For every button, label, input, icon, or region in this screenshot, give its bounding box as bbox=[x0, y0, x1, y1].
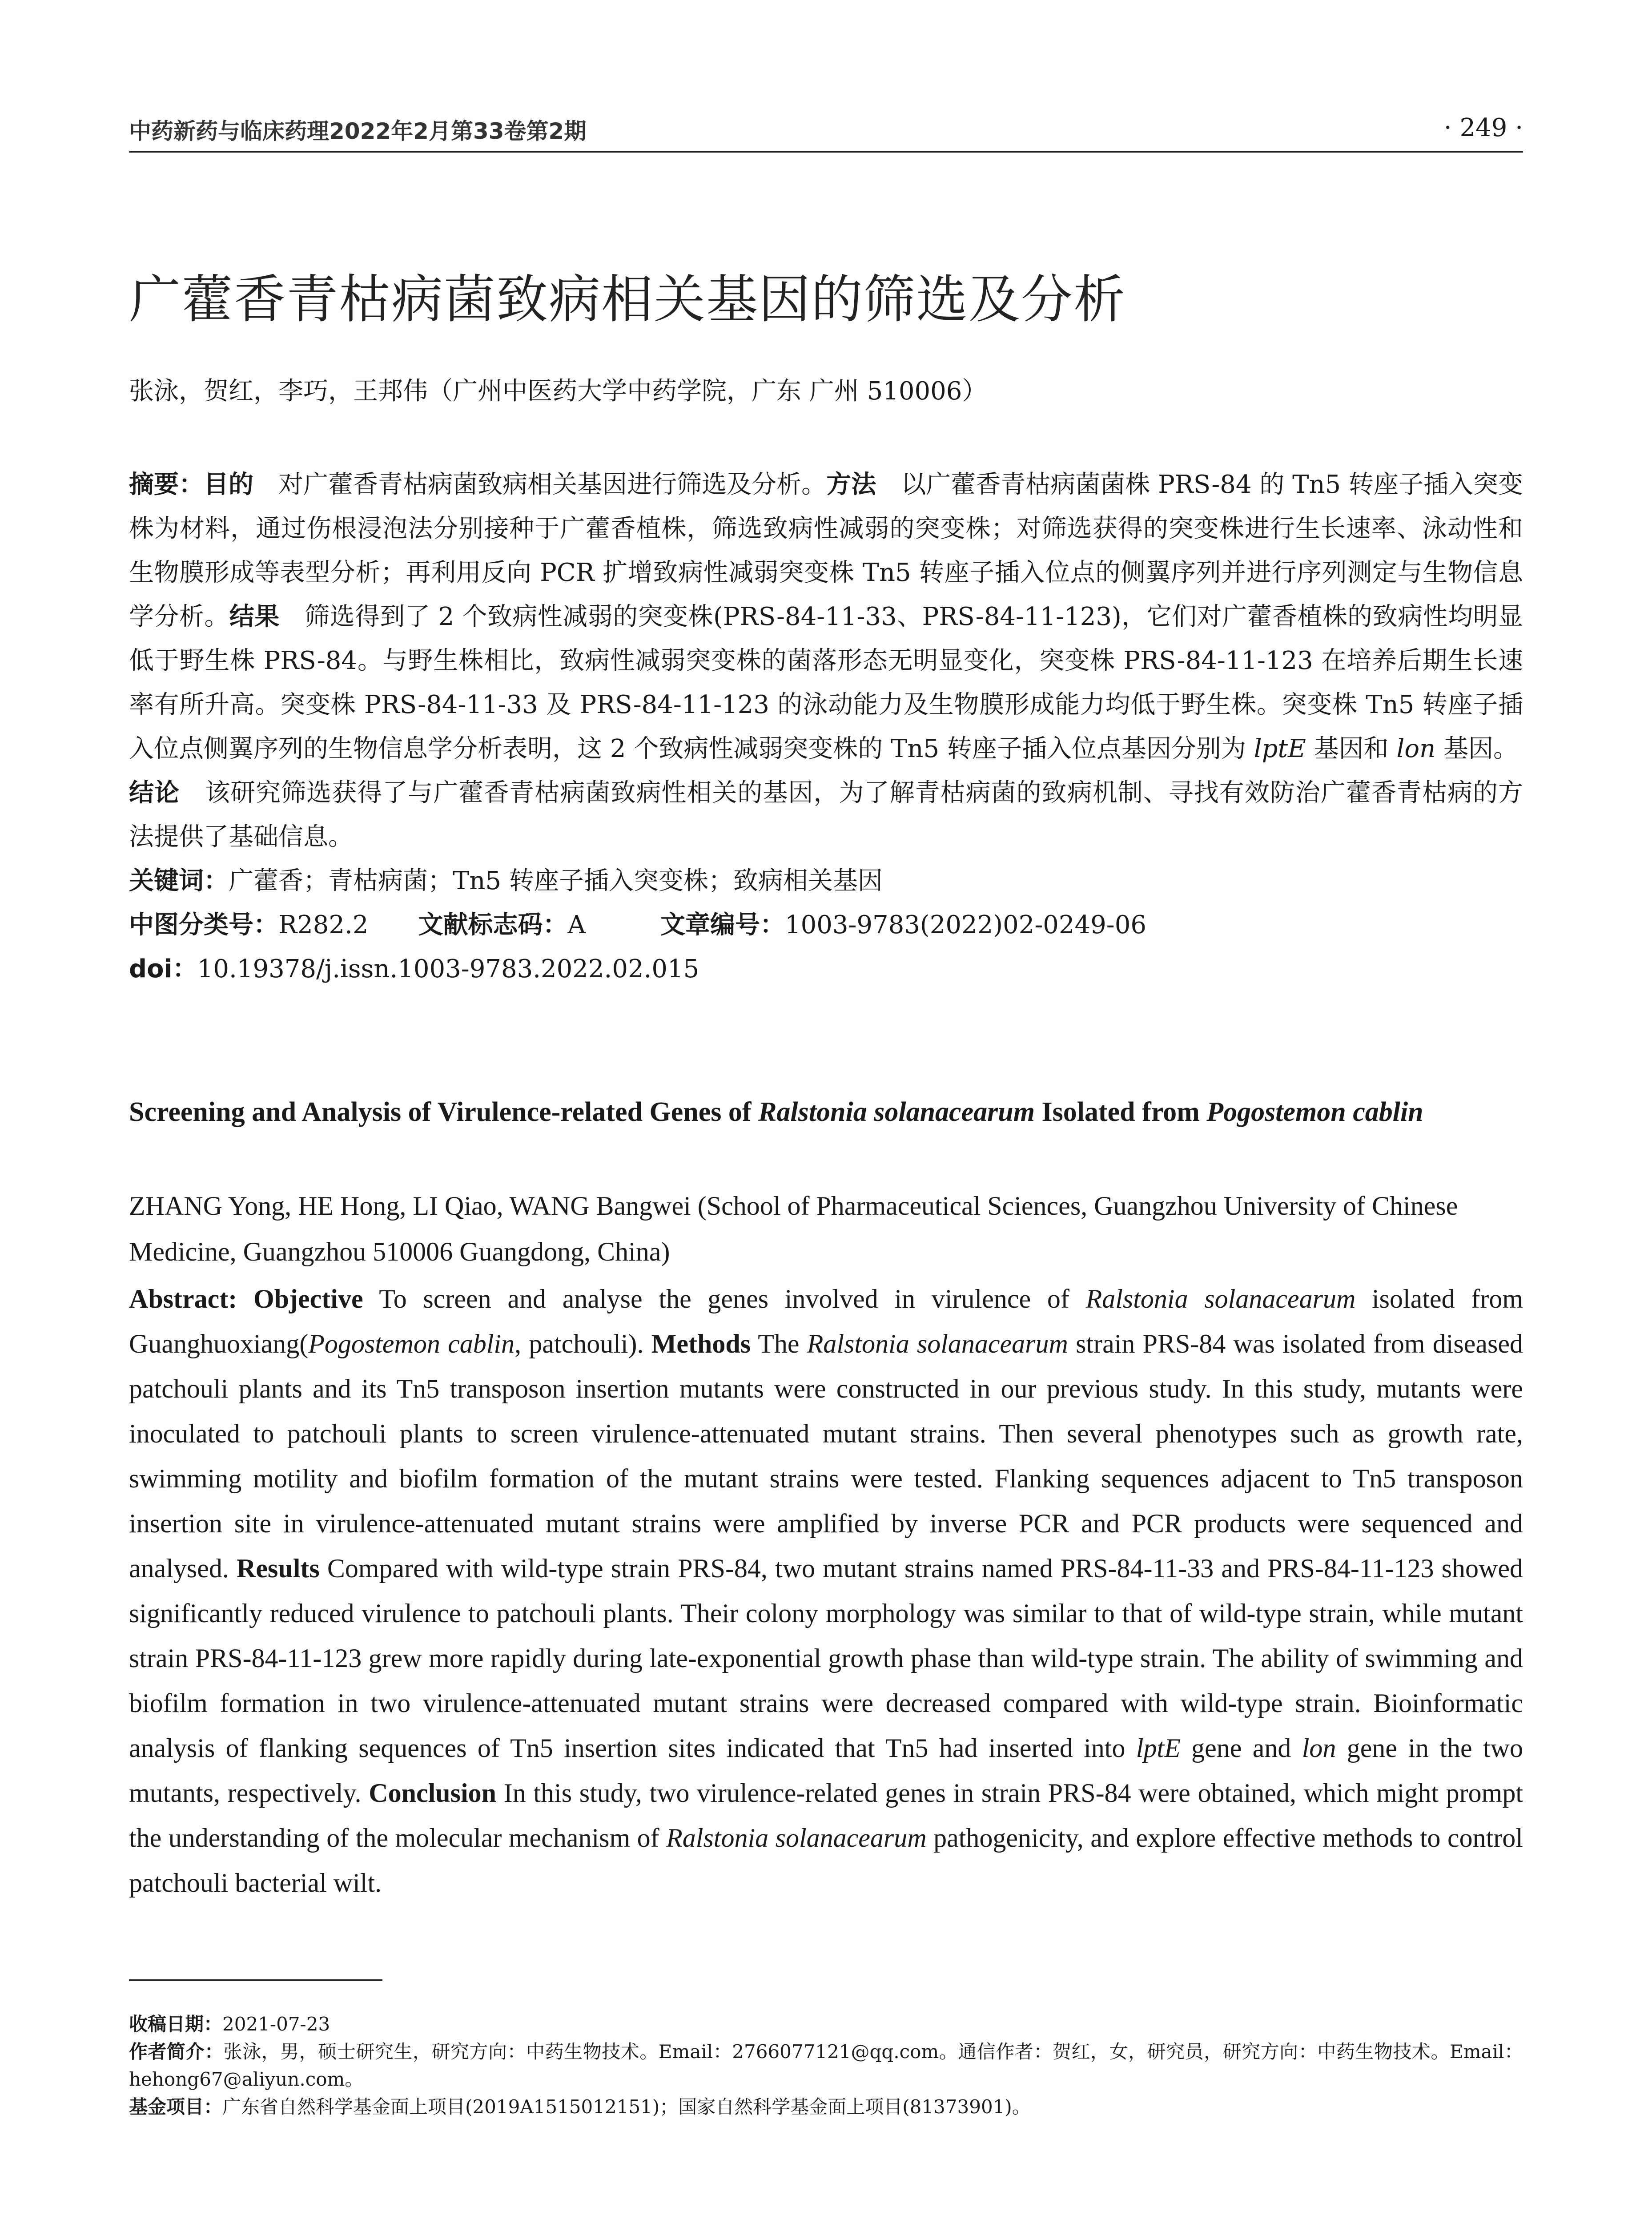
en-methods-label: Methods bbox=[651, 1329, 751, 1358]
received-date: 2021-07-23 bbox=[222, 2013, 330, 2035]
en-conclusion-text-2: pathogenicity, and explore effective methods to control patchouli bacterial wilt. bbox=[129, 1823, 1523, 1898]
en-results-text-2: gene and bbox=[1180, 1733, 1302, 1763]
en-objective-text: To screen and analyse the genes involved in virulence of bbox=[363, 1284, 1086, 1313]
received-label: 收稿日期： bbox=[129, 2013, 223, 2035]
fund-text: 广东省自然科学基金面上项目(2019A1515012151)；国家自然科学基金面上项目(81373901)。 bbox=[222, 2096, 1031, 2118]
english-authors: ZHANG Yong, HE Hong, LI Qiao, WANG Bangwei (School of Pharmaceutical Sciences, Guangzhou University of Chinese Medicine, Guangzhou 510006 Guangdong, China) bbox=[129, 1191, 1458, 1266]
footnotes bbox=[129, 2010, 1523, 2121]
en-title-host: Pogostemon cablin bbox=[1206, 1097, 1423, 1127]
keywords-value: 广藿香；青枯病菌；Tn5 转座子插入突变株；致病相关基因 bbox=[229, 866, 883, 895]
en-methods-text: The bbox=[751, 1329, 807, 1358]
en-results-text-3: gene in the two mutants, respectively. bbox=[129, 1733, 1523, 1808]
article-no-value: 1003-9783(2022)02-0249-06 bbox=[784, 911, 1146, 939]
english-title bbox=[129, 1090, 1523, 1134]
footnote-divider bbox=[129, 1979, 382, 1981]
en-species: Ralstonia solanacearum bbox=[1085, 1284, 1356, 1313]
conclusion-label: 结论 bbox=[129, 778, 180, 807]
en-title-part-2: Isolated from bbox=[1034, 1097, 1207, 1127]
author-bio-label: 作者简介： bbox=[129, 2041, 224, 2063]
en-methods-text-2: strain PRS-84 was isolated from diseased patchouli plants and its Tn5 transposon insertion mutants were constructed in our previous study. In this study, mutants were inoculated to patchouli plants to screen virulence-attenuated mutant strains. Then several phenotypes such as growth rate, swimming motility and biofilm formation of the mutant strains were tested. Flanking sequences adjacent to Tn5 transposon insertion site in virulence-attenuated mutant strains were amplified by inverse PCR and PCR products were sequenced and analysed. bbox=[129, 1329, 1523, 1583]
results-label: 结果 bbox=[229, 602, 280, 631]
article-no-label: 文章编号： bbox=[660, 911, 785, 939]
en-methods-species: Ralstonia solanacearum bbox=[807, 1329, 1068, 1358]
fund-label: 基金项目： bbox=[129, 2096, 223, 2118]
en-gene-lon: lon bbox=[1302, 1733, 1336, 1763]
abstract-label: 摘要： bbox=[129, 470, 204, 499]
article-title: 广藿香青枯病菌致病相关基因的筛选及分析 bbox=[129, 270, 1126, 330]
doi-value: 10.19378/j.issn.1003-9783.2022.02.015 bbox=[197, 955, 699, 983]
en-title-part: Screening and Analysis of Virulence-related Genes of bbox=[129, 1097, 759, 1127]
en-objective-text-3: , patchouli). bbox=[514, 1329, 651, 1358]
keywords-label: 关键词： bbox=[129, 866, 229, 895]
en-conclusion-species: Ralstonia solanacearum bbox=[666, 1823, 927, 1853]
doi-label: doi： bbox=[129, 955, 197, 983]
doc-code-value: A bbox=[567, 911, 586, 939]
en-objective-text-2: isolated from Guanghuoxiang( bbox=[129, 1284, 1523, 1358]
gene-lon: lon bbox=[1396, 734, 1436, 763]
english-abstract bbox=[129, 1277, 1523, 1906]
objective-label: 目的 bbox=[204, 470, 254, 499]
en-conclusion-label: Conclusion bbox=[369, 1778, 497, 1808]
methods-label: 方法 bbox=[826, 470, 876, 499]
keywords bbox=[129, 859, 1523, 903]
clc-value: R282.2 bbox=[278, 911, 369, 939]
author-line: 张泳，贺红，李巧，王邦伟（广州中医药大学中药学院，广东 广州 510006） bbox=[129, 377, 987, 406]
author-bio: 张泳，男，硕士研究生，研究方向：中药生物技术。Email：2766077121@qq.com。通信作者：贺红，女，研究员，研究方向：中药生物技术。Email：hehong67@aliyun.com。 bbox=[129, 2041, 1523, 2090]
clc-label: 中图分类号： bbox=[129, 911, 278, 939]
en-results-label: Results bbox=[237, 1554, 320, 1583]
en-conclusion-text: In this study, two virulence-related genes in strain PRS-84 were obtained, which might prompt the understanding of the molecular mechanism of bbox=[129, 1778, 1523, 1853]
en-gene-lpte: lptE bbox=[1136, 1733, 1181, 1763]
doi-line bbox=[129, 947, 1523, 991]
doc-code-label: 文献标志码： bbox=[418, 911, 568, 939]
en-abstract-label: Abstract: bbox=[129, 1284, 237, 1313]
results-text: 筛选得到了 2 个致病性减弱的突变株(PRS-84-11-33、PRS-84-11-123)，它们对广藿香植株的致病性均明显低于野生株 PRS-84。与野生株相比，致病性减弱突变株的菌落形态无明显变化，突变株 PRS-84-11-123 在培养后期生长速率有所升高。突变株 PRS-84-11-33 及 PRS-84-11-123 的泳动能力及生物膜形成能力均低于野生株。突变株 Tn5 转座子插入位点侧翼序列的生物信息学分析表明，这 2 个致病性减弱突变株的 Tn5 转座子插入位点基因分别为 bbox=[129, 602, 1523, 763]
objective-text: 对广藿香青枯病菌致病相关基因进行筛选及分析。 bbox=[278, 470, 827, 499]
results-text-3: 基因。 bbox=[1443, 734, 1518, 763]
chinese-abstract bbox=[129, 463, 1523, 991]
results-text-2: 基因和 bbox=[1314, 734, 1389, 763]
classification-line bbox=[129, 903, 1523, 947]
page-number: · 249 · bbox=[1443, 113, 1523, 142]
methods-text: 以广藿香青枯病菌菌株 PRS-84 的 Tn5 转座子插入突变株为材料，通过伤根浸泡法分别接种于广藿香植株，筛选致病性减弱的突变株；对筛选获得的突变株进行生长速率、泳动性和生物膜形成等表型分析；再利用反向 PCR 扩增致病性减弱突变株 Tn5 转座子插入位点的侧翼序列并进行序列测定与生物信息学分析。 bbox=[129, 470, 1523, 631]
en-title-species: Ralstonia solanacearum bbox=[758, 1097, 1035, 1127]
conclusion-text: 该研究筛选获得了与广藿香青枯病菌致病性相关的基因，为了解青枯病菌的致病机制、寻找有效防治广藿香青枯病的方法提供了基础信息。 bbox=[129, 778, 1523, 851]
running-header bbox=[129, 111, 1523, 153]
gene-lpte: lptE bbox=[1254, 734, 1306, 763]
en-objective-label: Objective bbox=[253, 1284, 363, 1313]
journal-issue: 中药新药与临床药理2022年2月第33卷第2期 bbox=[129, 118, 587, 144]
en-results-text: Compared with wild-type strain PRS-84, two mutant strains named PRS-84-11-33 and PRS-84-11-123 showed significantly reduced virulence to patchouli plants. Their colony morphology was similar to that of wild-type strain, while mutant strain PRS-84-11-123 grew more rapidly during late-exponential growth phase than wild-type strain. The ability of swimming and biofilm formation in two virulence-attenuated mutant strains were decreased compared with wild-type strain. Bioinformatic analysis of flanking sequences of Tn5 insertion sites indicated that Tn5 had inserted into bbox=[129, 1554, 1523, 1763]
en-host: Pogostemon cablin bbox=[308, 1329, 515, 1358]
